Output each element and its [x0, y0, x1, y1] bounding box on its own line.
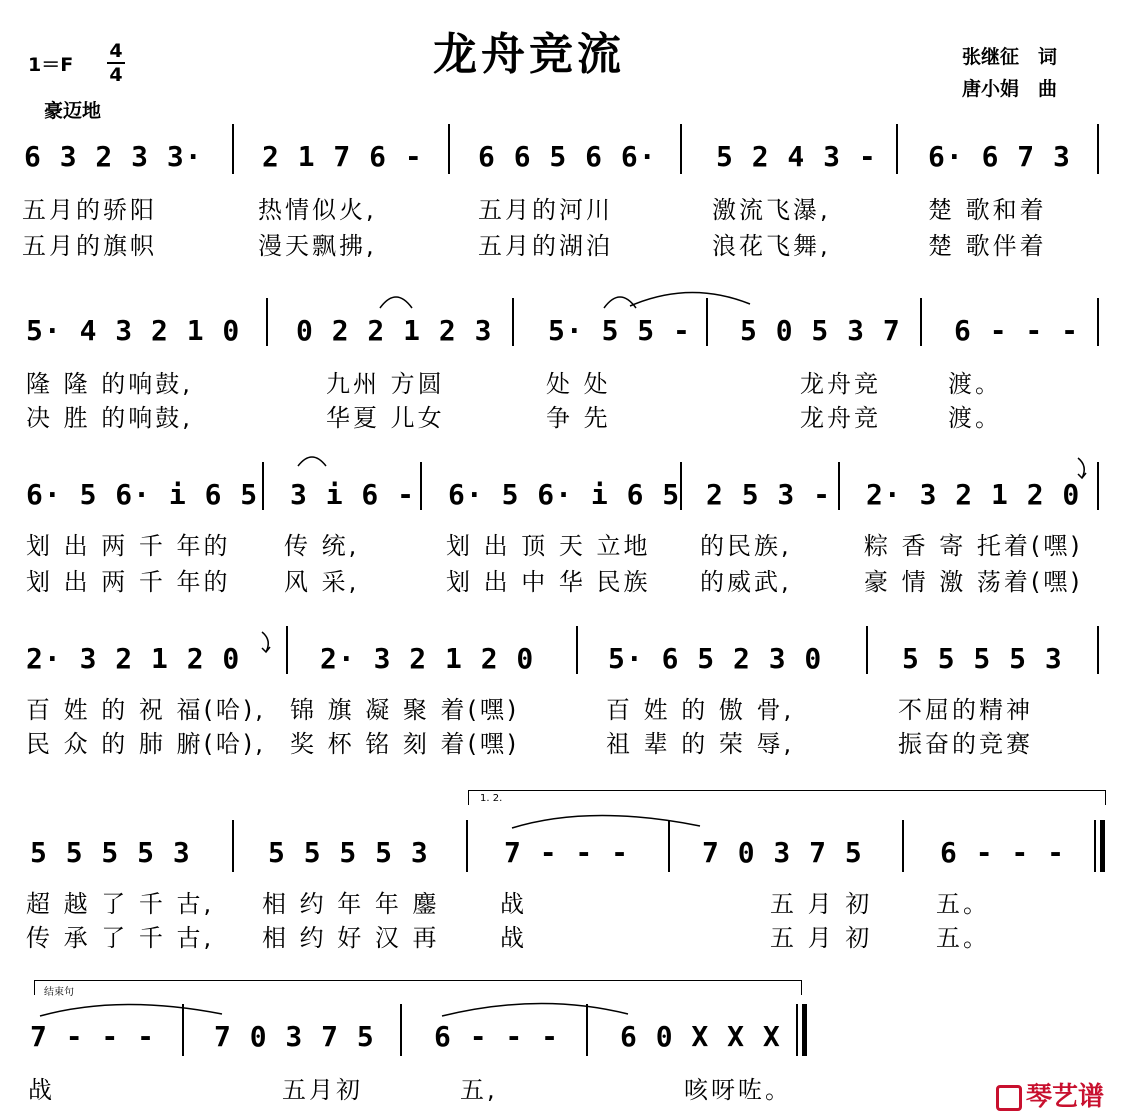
lyric-verse-1: 五月的骄阳	[22, 196, 157, 224]
lyric-verse-1: 锦 旗 凝 聚 着(嘿)	[290, 696, 520, 724]
coda-bracket	[34, 980, 802, 995]
lyric-verse-1: 五。	[936, 890, 990, 918]
key-signature: 1＝F	[28, 54, 74, 76]
lyric-verse-2: 奖 杯 铭 刻 着(嘿)	[290, 730, 520, 758]
repeat-barline	[1094, 820, 1096, 872]
final-barline-thick	[802, 1004, 807, 1056]
lyric-verse-1: 不屈的精神	[898, 696, 1033, 724]
lyric-verse-1: 处 处	[546, 370, 611, 398]
measure-notes: 6 0 X X X	[620, 1020, 781, 1053]
lyric-verse-1: 渡。	[948, 370, 1002, 398]
measure-notes: 0 2 2 1 2 3	[296, 314, 493, 347]
slur-marks	[0, 994, 1126, 1034]
lyric-verse-2: 楚 歌伴着	[928, 232, 1047, 260]
barline	[866, 626, 868, 674]
measure-notes: 6· 5 6· i 6 5	[26, 478, 259, 511]
watermark-logo	[996, 1076, 1104, 1113]
breath-arrow	[262, 632, 270, 652]
lyric-verse-2: 民 众 的 肺 腑(哈),	[26, 730, 266, 758]
measure-notes: 2· 3 2 1 2 0	[26, 642, 241, 675]
lyric-verse-1: 五月的河川	[478, 196, 613, 224]
lyric-verse-1: 传 统,	[284, 532, 360, 560]
measure-notes: 5 5 5 5 3	[30, 836, 191, 869]
tie	[630, 292, 750, 306]
barline	[232, 820, 234, 872]
time-signature-bottom: 4	[109, 64, 123, 86]
slur	[604, 297, 636, 308]
barline	[266, 298, 268, 346]
slur	[380, 297, 412, 308]
lyric-verse-1: 的民族,	[700, 532, 792, 560]
lyric-verse-2: 龙舟竞	[800, 404, 881, 432]
barline	[576, 626, 578, 674]
barline	[838, 462, 840, 510]
lyric-verse-2: 浪花飞舞,	[712, 232, 831, 260]
tie	[512, 815, 700, 828]
measure-notes: 2· 3 2 1 2 0	[866, 478, 1081, 511]
measure-notes: 5· 6 5 2 3 0	[608, 642, 823, 675]
lyric-verse-1: 隆 隆 的响鼓,	[26, 370, 193, 398]
barline	[286, 626, 288, 674]
lyricist-credit: 张继征 词	[962, 46, 1058, 68]
time-signature-top: 4	[109, 40, 123, 62]
barline	[1097, 626, 1099, 674]
measure-notes: 3 i 6 -	[290, 478, 416, 511]
measure-notes: 5 5 5 5 3	[902, 642, 1063, 675]
time-signature	[104, 40, 128, 86]
barline	[262, 462, 264, 510]
lyric-verse-2: 渡。	[948, 404, 1002, 432]
measure-notes: 7 - - -	[30, 1020, 156, 1053]
volta-bracket	[468, 790, 1106, 805]
lyric-verse-2: 决 胜 的响鼓,	[26, 404, 193, 432]
lyric-verse-1: 粽 香 寄 托着(嘿)	[864, 532, 1083, 560]
barline	[232, 124, 234, 174]
lyric-verse-2: 战	[500, 924, 527, 952]
lyric-verse-2: 五月的旗帜	[22, 232, 157, 260]
barline	[680, 124, 682, 174]
lyric: 五,	[460, 1076, 498, 1104]
barline	[182, 1004, 184, 1056]
song-title: 龙舟竞流	[433, 29, 625, 80]
barline	[400, 1004, 402, 1056]
final-barline	[796, 1004, 798, 1056]
lyric-verse-1: 百 姓 的 傲 骨,	[606, 696, 795, 724]
measure-notes: 6 - - -	[434, 1020, 560, 1053]
measure-notes: 6 6 5 6 6·	[478, 140, 657, 173]
lyric-verse-1: 楚 歌和着	[928, 196, 1047, 224]
tempo-marking: 豪迈地	[44, 100, 102, 122]
measure-notes: 6 - - -	[940, 836, 1066, 869]
lyric-verse-2: 振奋的竞赛	[898, 730, 1033, 758]
measure-notes: 7 0 3 7 5	[702, 836, 863, 869]
barline	[586, 1004, 588, 1056]
lyric-verse-1: 百 姓 的 祝 福(哈),	[26, 696, 266, 724]
lyric-verse-1: 热情似火,	[258, 196, 377, 224]
tie	[40, 1004, 222, 1016]
lyric-verse-1: 激流飞瀑,	[712, 196, 831, 224]
barline	[902, 820, 904, 872]
lyric-verse-1: 战	[500, 890, 527, 918]
measure-notes: 7 0 3 7 5	[214, 1020, 375, 1053]
measure-notes: 5 0 5 3 7	[740, 314, 901, 347]
measure-notes: 7 - - -	[504, 836, 630, 869]
lyric: 五月初	[282, 1076, 363, 1104]
watermark-text: 琴艺谱	[1026, 1082, 1105, 1112]
lyric: 战	[28, 1076, 55, 1104]
measure-notes: 2 5 3 -	[706, 478, 832, 511]
lyric-verse-1: 划 出 顶 天 立地	[446, 532, 651, 560]
breath-arrow	[1078, 458, 1086, 478]
lyric-verse-1: 龙舟竞	[800, 370, 881, 398]
slur	[298, 457, 326, 466]
coda-label: 结束句	[44, 987, 74, 998]
lyric-verse-1: 五 月 初	[770, 890, 873, 918]
repeat-barline-thick	[1100, 820, 1105, 872]
lyric: 咳呀咗。	[684, 1076, 792, 1104]
lyric-verse-2: 祖 辈 的 荣 辱,	[606, 730, 795, 758]
measure-notes: 2· 3 2 1 2 0	[320, 642, 535, 675]
lyric-verse-2: 划 出 中 华 民族	[446, 568, 651, 596]
lyric-verse-2: 相 约 好 汉 再	[262, 924, 440, 952]
lyric-verse-2: 的威武,	[700, 568, 792, 596]
barline	[466, 820, 468, 872]
lyric-verse-2: 豪 情 激 荡着(嘿)	[864, 568, 1083, 596]
barline	[512, 298, 514, 346]
lyric-verse-2: 五月的湖泊	[478, 232, 613, 260]
lyric-verse-2: 争 先	[546, 404, 611, 432]
measure-notes: 5· 5 5 -	[548, 314, 691, 347]
lyric-verse-2: 划 出 两 千 年的	[26, 568, 231, 596]
lyric-verse-1: 九州 方圆	[326, 370, 445, 398]
measure-notes: 6· 6 7 3	[928, 140, 1071, 173]
lyric-verse-2: 华夏 儿女	[326, 404, 445, 432]
barline	[896, 124, 898, 174]
barline	[1097, 462, 1099, 510]
lyric-verse-2: 风 采,	[284, 568, 360, 596]
tie	[442, 1003, 628, 1016]
measure-notes: 5 2 4 3 -	[716, 140, 877, 173]
lyric-verse-2: 传 承 了 千 古,	[26, 924, 215, 952]
barline	[920, 298, 922, 346]
measure-notes: 6 - - -	[954, 314, 1080, 347]
barline	[420, 462, 422, 510]
composer-credit: 唐小娟 曲	[962, 78, 1058, 100]
measure-notes: 6· 5 6· i 6 5	[448, 478, 681, 511]
barline	[1097, 298, 1099, 346]
barline	[680, 462, 682, 510]
lyric-verse-2: 漫天飘拂,	[258, 232, 377, 260]
measure-notes: 5· 4 3 2 1 0	[26, 314, 241, 347]
measure-notes: 6 3 2 3 3·	[24, 140, 203, 173]
barline	[706, 298, 708, 346]
barline	[448, 124, 450, 174]
lyric-verse-1: 相 约 年 年 鏖	[262, 890, 440, 918]
barline	[668, 820, 670, 872]
barline	[1097, 124, 1099, 174]
logo-icon	[996, 1085, 1022, 1111]
lyric-verse-1: 划 出 两 千 年的	[26, 532, 231, 560]
lyric-verse-1: 超 越 了 千 古,	[26, 890, 215, 918]
measure-notes: 5 5 5 5 3	[268, 836, 429, 869]
measure-notes: 2 1 7 6 -	[262, 140, 423, 173]
lyric-verse-2: 五 月 初	[770, 924, 873, 952]
lyric-verse-2: 五。	[936, 924, 990, 952]
volta-label: 1. 2.	[480, 793, 503, 804]
